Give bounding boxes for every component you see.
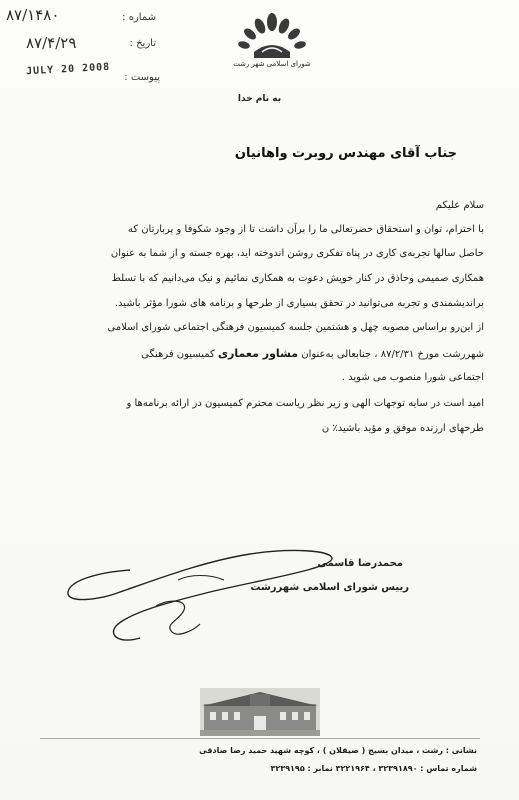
footer-contact: شماره تماس : ۳۲۳۹۱۸۹۰ ، ۳۲۲۱۹۶۴ نمابر : ۳۲۳۹۱۹۵ <box>270 764 477 773</box>
council-building-image <box>200 688 320 736</box>
body-line: از این‌رو براساس مصوبه چهل و هشتمین جلسه کمیسیون فرهنگی اجتماعی شورای اسلامی <box>107 322 484 333</box>
body-line: امید است در سایه توجهات الهی و زیر نظر ریاست محترم کمیسیون در ارائه برنامه‌ها و <box>126 398 484 409</box>
body-line-appointment <box>141 347 484 360</box>
appointment-text-end: کمیسیون فرهنگی <box>141 349 218 360</box>
basmala: به نام خدا <box>237 94 282 104</box>
date-label: تاریخ : <box>129 38 156 49</box>
addressee: جناب آقای مهندس روبرت واهانیان <box>234 146 457 161</box>
handwritten-date: ۸۷/۴/۲۹ <box>26 34 77 52</box>
date-row <box>130 38 156 49</box>
body-line: براندیشمندی و تجربه می‌توانید در تحقق بسیاری از طرحها و برنامه های شورا مؤثر باشید. <box>114 298 484 309</box>
body-line: همکاری صمیمی وحاذق در کنار خویش دعوت به همکاری نمائیم و نیک می‌دانیم که با تسلط <box>111 273 484 284</box>
signatory-name: محمدرضا قاسمی <box>317 558 403 569</box>
number-row <box>122 12 156 23</box>
footer-divider <box>40 738 480 739</box>
body-line: با احترام، توان و استحقاق حضرتعالی ما را برآن داشت تا از وجود شکوفا و پربارتان که <box>127 224 484 235</box>
appointment-text-start: شهررشت مورخ ۸۷/۲/۳۱ ، جنابعالی به‌عنوان <box>298 349 484 360</box>
signatory-title: رییس شورای اسلامی شهررشت <box>250 582 409 593</box>
number-label: شماره : <box>122 12 156 23</box>
body-line: طرحهای ارزنده موفق و مؤید باشید٪ ن <box>321 423 484 434</box>
logo-caption: شورای اسلامی شهر رشت <box>233 60 311 68</box>
handwritten-number: ۸۷/۱۴۸۰ <box>6 6 60 24</box>
greeting: سلام علیکم <box>435 200 484 211</box>
body-line: حاصل سالها تجربه‌ی کاری در پناه تفکری روشن اندوخته اید، بهره جسته و از شما به عنوان <box>110 248 484 259</box>
attachment-row <box>124 72 160 83</box>
stamped-date: JULY 20 2008 <box>25 61 111 78</box>
body-line: اجتماعی شورا منصوب می شوید . <box>341 372 484 383</box>
appointment-role: مشاور معماری <box>217 347 299 360</box>
footer-address: نشانی : رشت ، میدان بسیج ( صیقلان ) ، کوچه شهید حمید رضا صادقی <box>199 746 477 755</box>
signature-scribble <box>60 540 360 650</box>
attachment-label: پیوست : <box>124 72 160 83</box>
